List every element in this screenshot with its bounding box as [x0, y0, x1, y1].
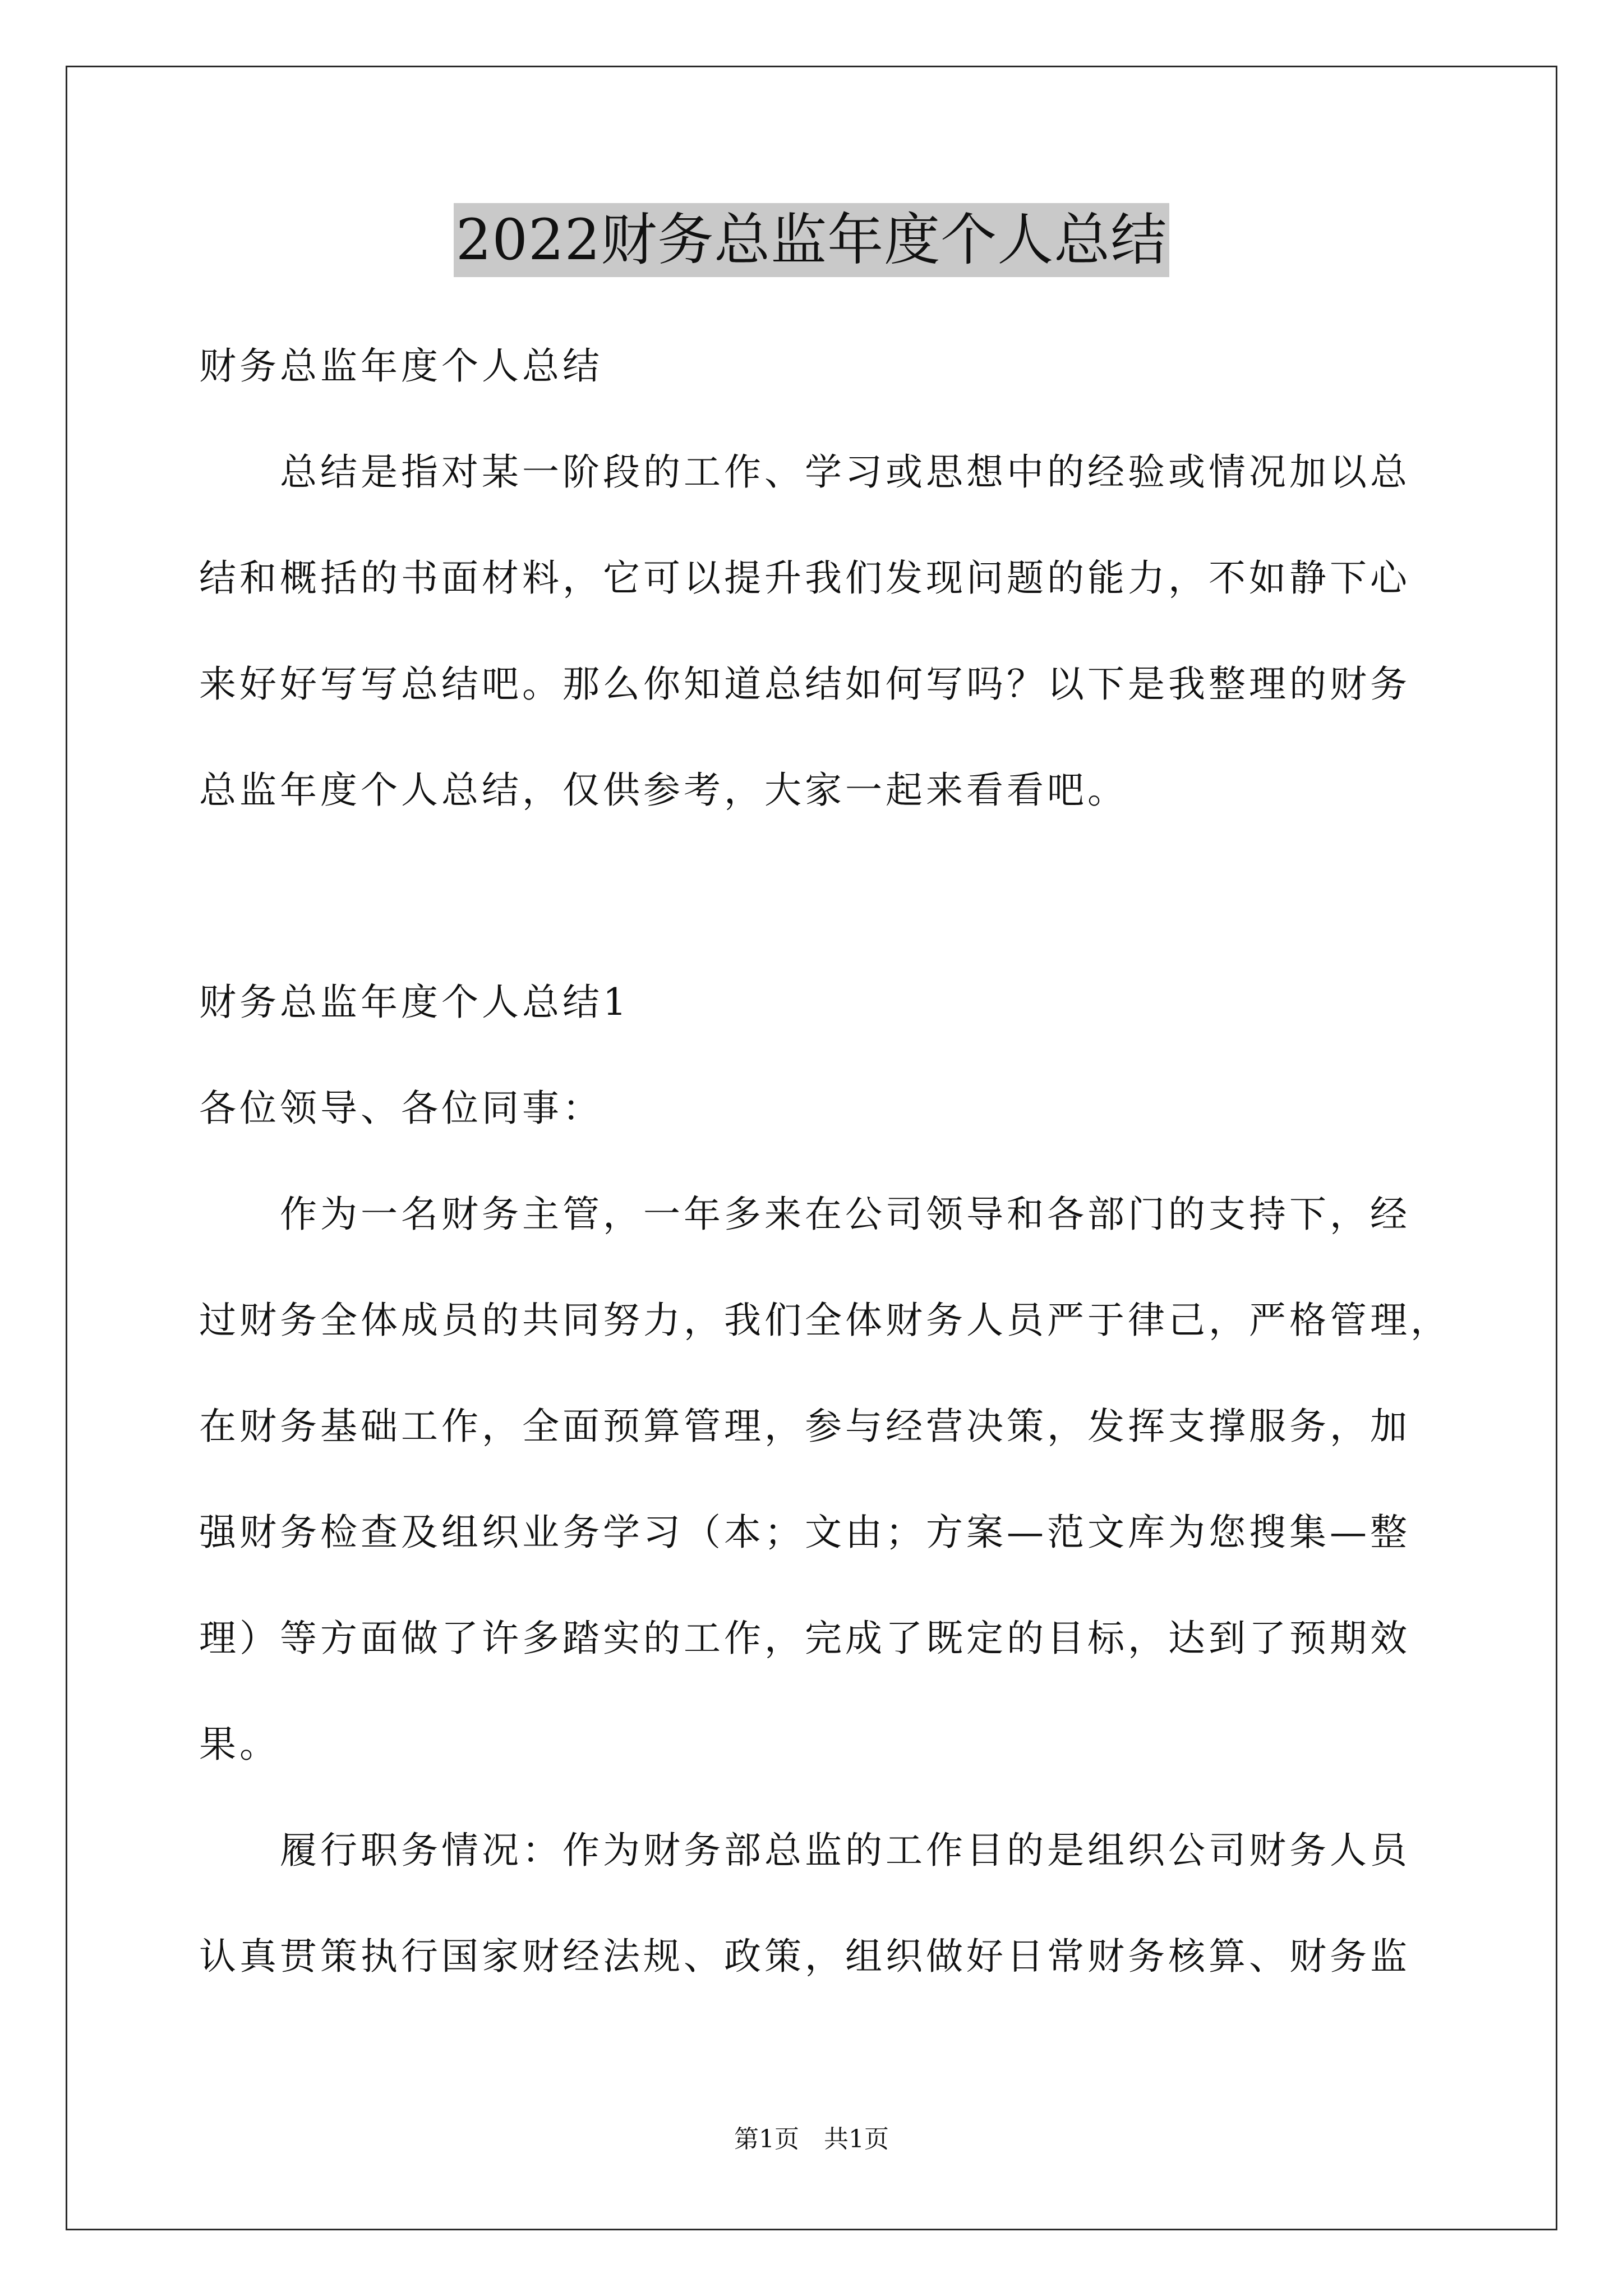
body-line: 强财务检查及组织业务学习（本；文由；方案—范文库为您搜集—整	[199, 1511, 1410, 1554]
body-line: 在财务基础工作，全面预算管理，参与经营决策，发挥支撑服务，加	[199, 1405, 1410, 1448]
document-title: 2022财务总监年度个人总结	[454, 203, 1170, 277]
body-line: 认真贯策执行国家财经法规、政策，组织做好日常财务核算、财务监	[199, 1935, 1410, 1978]
body-line: 各位领导、各位同事：	[199, 1087, 603, 1130]
document-body	[199, 313, 1467, 2009]
body-line: 果。	[199, 1723, 280, 1766]
blank-line	[199, 843, 1467, 949]
body-line: 财务总监年度个人总结	[199, 344, 603, 388]
page-footer: 第1页 共1页	[734, 2125, 889, 2154]
title-container	[0, 203, 1623, 277]
body-line: 总结是指对某一阶段的工作、学习或思想中的经验或情况加以总	[280, 450, 1410, 494]
body-line: 结和概括的书面材料，它可以提升我们发现问题的能力，不如静下心	[199, 556, 1410, 600]
body-line: 总监年度个人总结，仅供参考，大家一起来看看吧。	[199, 769, 1128, 812]
body-line: 来好好写写总结吧。那么你知道总结如何写吗？以下是我整理的财务	[199, 662, 1410, 706]
body-line: 理）等方面做了许多踏实的工作，完成了既定的目标，达到了预期效	[199, 1617, 1410, 1660]
body-line: 过财务全体成员的共同努力，我们全体财务人员严于律己，严格管理，	[199, 1299, 1451, 1342]
body-line: 财务总监年度个人总结1	[199, 981, 630, 1024]
body-line: 作为一名财务主管，一年多来在公司领导和各部门的支持下，经	[280, 1193, 1410, 1236]
body-line: 履行职务情况：作为财务部总监的工作目的是组织公司财务人员	[280, 1829, 1410, 1872]
